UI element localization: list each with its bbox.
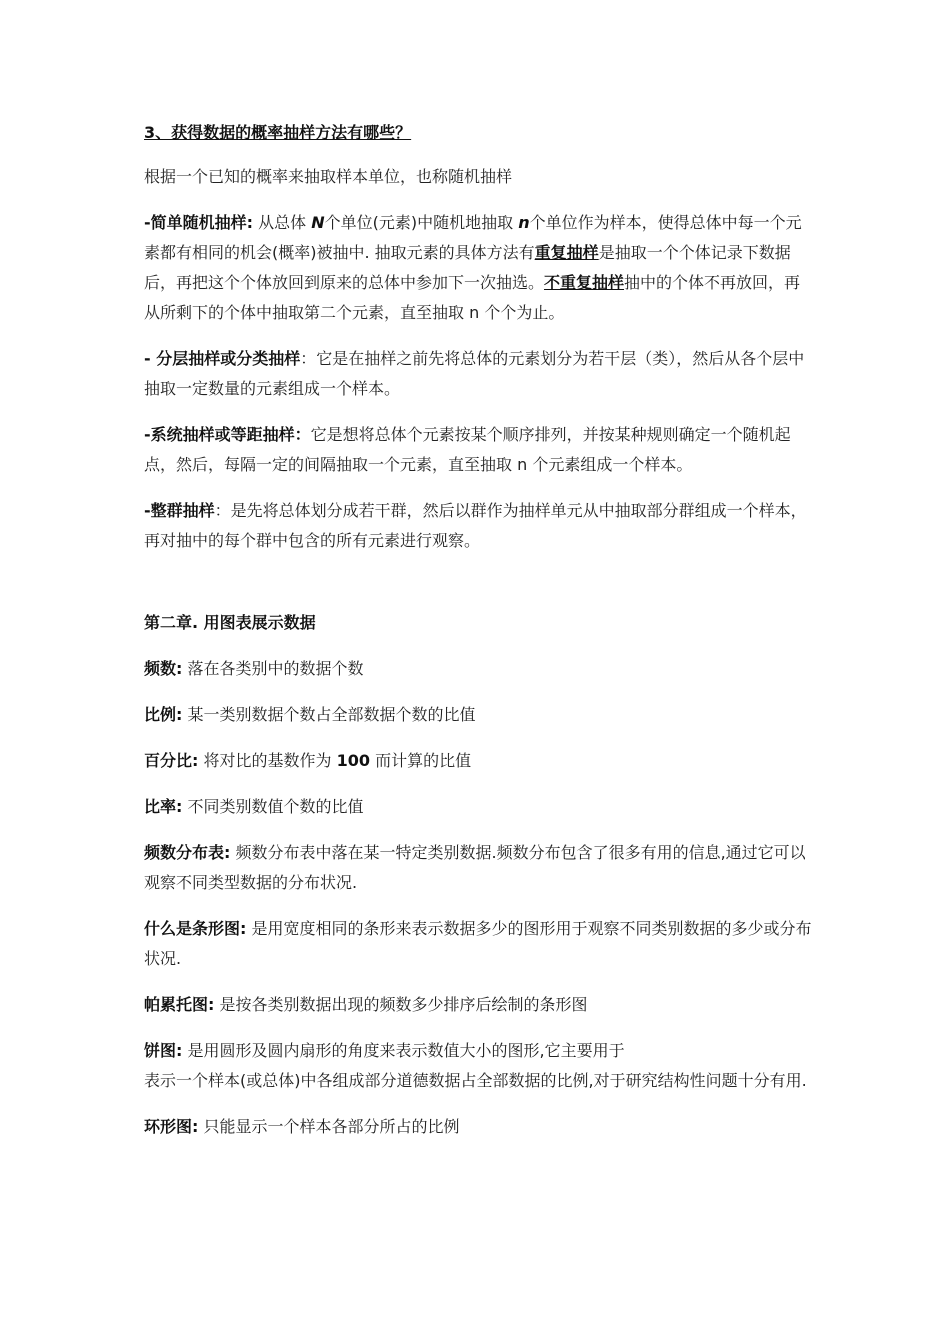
bar-chart-definition [144, 914, 812, 974]
ratio-text: 某一类别数据个数占全部数据个数的比值 [182, 705, 476, 724]
ratio-label: 比例: [144, 705, 183, 724]
pie-chart-definition [144, 1036, 812, 1096]
simple-text-5: 抽中的个体不再放回，再从所剩下的个体中抽取第二个元素，直至抽取 n 个个为止。 [144, 273, 801, 322]
frequency-distribution-label: 频数分布表: [144, 843, 231, 862]
percentage-text-2: 而计算的比值 [370, 751, 472, 770]
frequency-label: 频数: [144, 659, 183, 678]
bar-chart-label: 什么是条形图: [144, 919, 247, 938]
simple-text-1: 从总体 [253, 213, 312, 232]
ring-chart-label: 环形图: [144, 1117, 199, 1136]
stratified-sampling-paragraph [144, 344, 812, 404]
rate-definition [144, 792, 812, 822]
chapter-2-title [144, 608, 812, 638]
simple-text-2: 个单位(元素)中随机地抽取 [324, 213, 519, 232]
no-repeat-sampling-term: 不重复抽样 [544, 273, 625, 292]
systematic-sampling-paragraph [144, 420, 812, 480]
question-3-intro [144, 162, 812, 192]
simple-random-sampling-label: -简单随机抽样: [144, 213, 254, 232]
percentage-label: 百分比: [144, 751, 199, 770]
pareto-chart-label: 帕累托图: [144, 995, 215, 1014]
stratified-sampling-label: - 分层抽样或分类抽样 [144, 349, 301, 368]
pie-chart-label: 饼图: [144, 1041, 183, 1060]
rate-label: 比率: [144, 797, 183, 816]
pareto-chart-text: 是按各类别数据出现的频数多少排序后绘制的条形图 [214, 995, 588, 1014]
frequency-distribution-definition [144, 838, 812, 898]
percentage-definition [144, 746, 812, 776]
repeat-sampling-term: 重复抽样 [534, 243, 599, 262]
frequency-definition [144, 654, 812, 684]
ring-chart-text: 只能显示一个样本各部分所占的比例 [198, 1117, 460, 1136]
symbol-n: n [518, 213, 530, 232]
simple-random-sampling-paragraph [144, 208, 812, 328]
systematic-sampling-text: 它是想将总体个元素按某个顺序排列，并按某种规则确定一个随机起点，然后，每隔一定的间隔抽取一个元素，直至抽取 n 个元素组成一个样本。 [144, 425, 791, 474]
question-3-heading [144, 118, 812, 148]
pareto-chart-definition [144, 990, 812, 1020]
frequency-distribution-text: 频数分布表中落在某一特定类别数据.频数分布包含了很多有用的信息,通过它可以观察不同类型数据的分布状况. [144, 843, 806, 892]
intro-text: 根据一个已知的概率来抽取样本单位，也称随机抽样 [144, 167, 513, 186]
frequency-text: 落在各类别中的数据个数 [182, 659, 364, 678]
rate-text: 不同类别数值个数的比值 [182, 797, 364, 816]
percentage-text-1: 将对比的基数作为 [198, 751, 337, 770]
pie-chart-text-1: 是用圆形及圆内扇形的角度来表示数值大小的图形,它主要用于 [182, 1041, 625, 1060]
symbol-N: N [311, 213, 325, 232]
document-page [144, 118, 812, 1142]
cluster-sampling-label: -整群抽样 [144, 501, 215, 520]
cluster-sampling-text: ：是先将总体划分成若干群，然后以群作为抽样单元从中抽取部分群组成一个样本，再对抽中的每个群中包含的所有元素进行观察。 [144, 501, 807, 550]
cluster-sampling-paragraph [144, 496, 812, 556]
ring-chart-definition [144, 1112, 812, 1142]
simple-text-3: 个单位作为样本，使得总体中每一个元素都有相同的机会(概率)被抽中. 抽取元素的具体方法有 [144, 213, 802, 262]
percentage-base-number: 100 [336, 751, 370, 770]
pie-chart-text-2: 表示一个样本(或总体)中各组成部分道德数据占全部数据的比例,对于研究结构性问题十分有用. [144, 1071, 807, 1090]
bar-chart-text: 是用宽度相同的条形来表示数据多少的图形用于观察不同类别数据的多少或分布状况. [144, 919, 812, 968]
question-3-title: 3、获得数据的概率抽样方法有哪些？ [144, 123, 412, 142]
systematic-sampling-label: -系统抽样或等距抽样： [144, 425, 311, 444]
simple-text-4: 是抽取一个个体记录下数据后，再把这个个体放回到原来的总体中参加下一次抽选。 [144, 243, 791, 292]
ratio-definition [144, 700, 812, 730]
chapter-2-title-text: 第二章. 用图表展示数据 [144, 613, 316, 632]
stratified-sampling-text: ：它是在抽样之前先将总体的元素划分为若干层（类），然后从各个层中抽取一定数量的元素组成一个样本。 [144, 349, 805, 398]
